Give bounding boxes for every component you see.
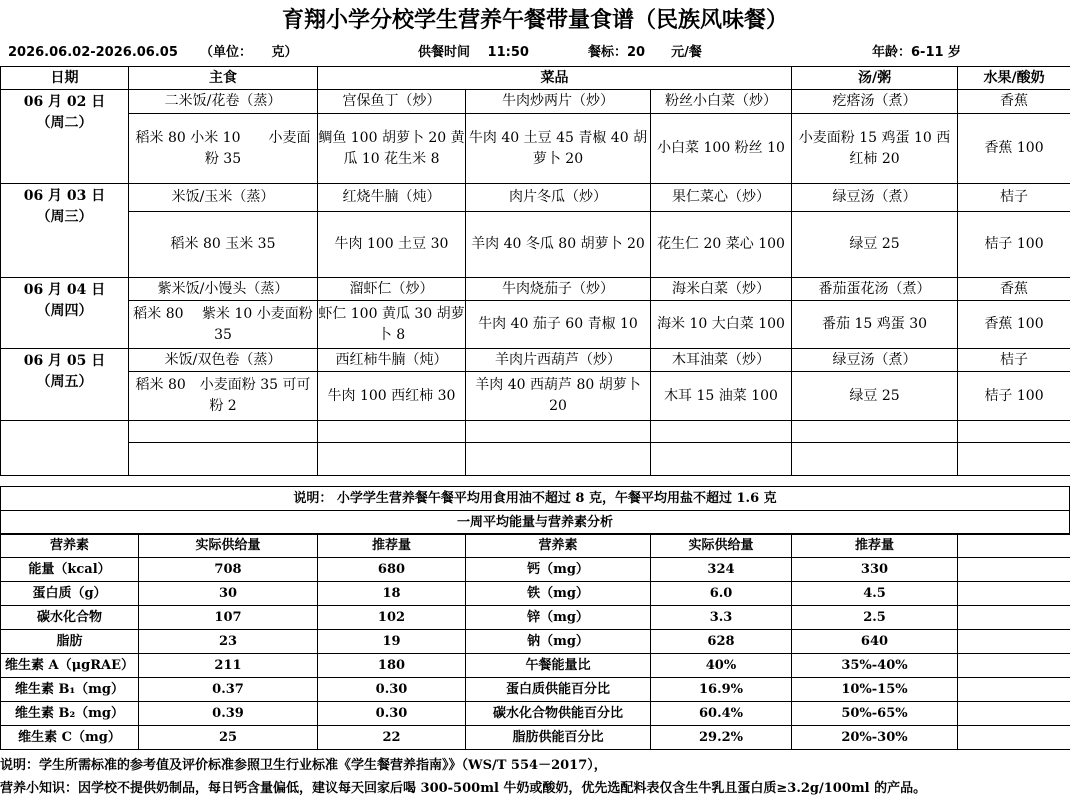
recommended-value: 50%-65% — [792, 702, 958, 726]
blank-cell — [958, 654, 1070, 678]
recommended-value: 640 — [792, 630, 958, 654]
dish-name: 西红柿牛腩（炖） — [318, 349, 466, 372]
nutrient-name: 维生素 C（mg） — [1, 726, 139, 750]
menu-table — [0, 66, 1070, 476]
blank-cell — [958, 630, 1070, 654]
actual-value: 6.0 — [651, 582, 792, 606]
nutrient-name: 钠（mg） — [466, 630, 651, 654]
soup-name: 番茄蛋花汤（煮） — [792, 278, 958, 301]
fruit-amount: 桔子 100 — [958, 212, 1070, 278]
blank-cell — [958, 606, 1070, 630]
staple-amount: 稻米 80 紫米 10 小麦面粉 35 — [129, 301, 318, 349]
staple-name: 二米饭/花卷（蒸） — [129, 90, 318, 114]
recommended-value: 推荐量 — [318, 534, 466, 558]
day-date — [1, 184, 129, 278]
day-weekday: （周二） — [36, 115, 93, 131]
actual-value: 107 — [139, 606, 318, 630]
analysis-title: 一周平均能量与营养素分析 — [1, 511, 1070, 535]
nutrient-name: 锌（mg） — [466, 606, 651, 630]
age-range: 年龄：6-11 岁 — [872, 45, 962, 60]
actual-value: 708 — [139, 558, 318, 582]
nutrient-name: 蛋白质供能百分比 — [466, 678, 651, 702]
day-weekday: （周五） — [36, 374, 93, 390]
recommended-value: 20%-30% — [792, 726, 958, 750]
footer-nutrition-tip: 营养小知识：因学校不提供奶制品，每日钙含量偏低，建议每天回家后喝 300-500ml 牛奶或酸奶，优先选配料表仅含生牛乳且蛋白质≥3.2g/100ml 的产品。 — [0, 781, 927, 796]
blank-cell — [958, 582, 1070, 606]
blank-cell — [466, 443, 651, 476]
dish-name: 宫保鱼丁（炒） — [318, 90, 466, 114]
actual-value: 29.2% — [651, 726, 792, 750]
dish-name: 木耳油菜（炒） — [651, 349, 792, 372]
blank-cell — [318, 421, 466, 443]
blank-cell — [958, 678, 1070, 702]
soup-amount: 小麦面粉 15 鸡蛋 10 西红柿 20 — [792, 114, 958, 184]
soup-amount: 绿豆 25 — [792, 372, 958, 421]
day-date — [1, 278, 129, 349]
staple-name: 米饭/玉米（蒸） — [129, 184, 318, 212]
nutrient-name: 维生素 A（μgRAE） — [1, 654, 139, 678]
dish-name: 粉丝小白菜（炒） — [651, 90, 792, 114]
soup-name: 疙瘩汤（煮） — [792, 90, 958, 114]
dish-name: 溜虾仁（炒） — [318, 278, 466, 301]
meal-standard: 餐标：20 元/餐 — [588, 45, 702, 60]
recommended-value: 18 — [318, 582, 466, 606]
blank-cell — [129, 443, 318, 476]
dish-amount: 花生仁 20 菜心 100 — [651, 212, 792, 278]
recommended-value: 19 — [318, 630, 466, 654]
blank-cell — [792, 421, 958, 443]
notes-table — [0, 486, 1070, 535]
blank-cell — [958, 726, 1070, 750]
nutrient-name: 脂肪供能百分比 — [466, 726, 651, 750]
header-soup: 汤/粥 — [792, 67, 958, 90]
soup-name: 绿豆汤（煮） — [792, 349, 958, 372]
dish-name: 果仁菜心（炒） — [651, 184, 792, 212]
dish-amount: 羊肉 40 西葫芦 80 胡萝卜 20 — [466, 372, 651, 421]
blank-cell — [1, 421, 129, 476]
soup-name: 绿豆汤（煮） — [792, 184, 958, 212]
actual-value: 3.3 — [651, 606, 792, 630]
dish-amount: 鲷鱼 100 胡萝卜 20 黄瓜 10 花生米 8 — [318, 114, 466, 184]
page-title: 育翔小学分校学生营养午餐带量食谱（民族风味餐） — [281, 7, 788, 33]
recommended-value: 680 — [318, 558, 466, 582]
nutrient-name: 维生素 B₁（mg） — [1, 678, 139, 702]
dish-name: 红烧牛腩（炖） — [318, 184, 466, 212]
recommended-value: 10%-15% — [792, 678, 958, 702]
actual-value: 628 — [651, 630, 792, 654]
day-date-text: 06 月 05 日 — [23, 353, 106, 369]
recommended-value: 0.30 — [318, 678, 466, 702]
note-text: 说明： 小学学生营养餐午餐平均用食用油不超过 8 克，午餐平均用盐不超过 1.6 克 — [1, 487, 1070, 511]
fruit-amount: 桔子 100 — [958, 372, 1070, 421]
actual-value: 211 — [139, 654, 318, 678]
actual-value: 40% — [651, 654, 792, 678]
dish-name: 海米白菜（炒） — [651, 278, 792, 301]
day-weekday: （周四） — [36, 303, 93, 319]
day-date — [1, 349, 129, 421]
dish-amount: 牛肉 100 土豆 30 — [318, 212, 466, 278]
header-fruit: 水果/酸奶 — [958, 67, 1070, 90]
header-staple: 主食 — [129, 67, 318, 90]
serve-time: 供餐时间 11:50 — [418, 45, 529, 60]
dish-amount: 木耳 15 油菜 100 — [651, 372, 792, 421]
actual-value: 60.4% — [651, 702, 792, 726]
soup-amount: 绿豆 25 — [792, 212, 958, 278]
nutrient-name: 碳水化合物供能百分比 — [466, 702, 651, 726]
staple-amount: 稻米 80 玉米 35 — [129, 212, 318, 278]
nutrient-name: 营养素 — [1, 534, 139, 558]
nutrient-name: 碳水化合物 — [1, 606, 139, 630]
actual-value: 324 — [651, 558, 792, 582]
nutrient-name: 能量（kcal） — [1, 558, 139, 582]
nutrient-name: 午餐能量比 — [466, 654, 651, 678]
nutrient-name: 钙（mg） — [466, 558, 651, 582]
dish-name: 羊肉片西葫芦（炒） — [466, 349, 651, 372]
staple-name: 米饭/双色卷（蒸） — [129, 349, 318, 372]
nutrient-name: 蛋白质（g） — [1, 582, 139, 606]
day-date-text: 06 月 03 日 — [23, 188, 106, 204]
blank-cell — [958, 534, 1070, 558]
actual-value: 25 — [139, 726, 318, 750]
staple-name: 紫米饭/小馒头（蒸） — [129, 278, 318, 301]
blank-cell — [466, 421, 651, 443]
fruit-amount: 香蕉 100 — [958, 114, 1070, 184]
recommended-value: 2.5 — [792, 606, 958, 630]
nutrient-name: 维生素 B₂（mg） — [1, 702, 139, 726]
nutrient-name: 铁（mg） — [466, 582, 651, 606]
actual-value: 0.39 — [139, 702, 318, 726]
nutrient-name: 脂肪 — [1, 630, 139, 654]
actual-value: 16.9% — [651, 678, 792, 702]
dish-name: 牛肉烧茄子（炒） — [466, 278, 651, 301]
nutrient-name: 营养素 — [466, 534, 651, 558]
recommended-value: 102 — [318, 606, 466, 630]
soup-amount: 番茄 15 鸡蛋 30 — [792, 301, 958, 349]
staple-amount: 稻米 80 小米 10 小麦面粉 35 — [129, 114, 318, 184]
fruit-amount: 香蕉 100 — [958, 301, 1070, 349]
recommended-value: 4.5 — [792, 582, 958, 606]
actual-value: 0.37 — [139, 678, 318, 702]
recommended-value: 0.30 — [318, 702, 466, 726]
blank-cell — [958, 558, 1070, 582]
day-date-text: 06 月 04 日 — [23, 282, 106, 298]
actual-value: 23 — [139, 630, 318, 654]
dish-amount: 羊肉 40 冬瓜 80 胡萝卜 20 — [466, 212, 651, 278]
recommended-value: 330 — [792, 558, 958, 582]
recommended-value: 180 — [318, 654, 466, 678]
unit-label: （单位： 克） — [200, 45, 298, 60]
blank-cell — [958, 443, 1070, 476]
dish-amount: 海米 10 大白菜 100 — [651, 301, 792, 349]
actual-value: 30 — [139, 582, 318, 606]
day-date — [1, 90, 129, 184]
fruit-name: 香蕉 — [958, 278, 1070, 301]
day-date-text: 06 月 02 日 — [23, 94, 106, 110]
header-dishes: 菜品 — [318, 67, 792, 90]
dish-amount: 牛肉 100 西红柿 30 — [318, 372, 466, 421]
dish-amount: 牛肉 40 土豆 45 青椒 40 胡萝卜 20 — [466, 114, 651, 184]
day-weekday: （周三） — [36, 209, 93, 225]
date-range: 2026.06.02-2026.06.05 — [8, 45, 178, 60]
blank-cell — [792, 443, 958, 476]
actual-value: 实际供给量 — [651, 534, 792, 558]
dish-name: 肉片冬瓜（炒） — [466, 184, 651, 212]
nutrition-table — [0, 533, 1070, 750]
dish-amount: 小白菜 100 粉丝 10 — [651, 114, 792, 184]
recommended-value: 22 — [318, 726, 466, 750]
fruit-name: 桔子 — [958, 184, 1070, 212]
dish-amount: 虾仁 100 黄瓜 30 胡萝卜 8 — [318, 301, 466, 349]
recommended-value: 推荐量 — [792, 534, 958, 558]
dish-name: 牛肉炒两片（炒） — [466, 90, 651, 114]
blank-cell — [318, 443, 466, 476]
blank-cell — [958, 702, 1070, 726]
recommended-value: 35%-40% — [792, 654, 958, 678]
fruit-name: 桔子 — [958, 349, 1070, 372]
blank-cell — [129, 421, 318, 443]
actual-value: 实际供给量 — [139, 534, 318, 558]
blank-cell — [651, 421, 792, 443]
dish-amount: 牛肉 40 茄子 60 青椒 10 — [466, 301, 651, 349]
blank-cell — [651, 443, 792, 476]
blank-cell — [958, 421, 1070, 443]
footer-standard-note: 说明：学生所需标准的参考值及评价标准参照卫生行业标准《学生餐营养指南》》（WS/T 554－2017）， — [0, 758, 607, 773]
header-date: 日期 — [1, 67, 129, 90]
staple-amount: 稻米 80 小麦面粉 35 可可粉 2 — [129, 372, 318, 421]
fruit-name: 香蕉 — [958, 90, 1070, 114]
